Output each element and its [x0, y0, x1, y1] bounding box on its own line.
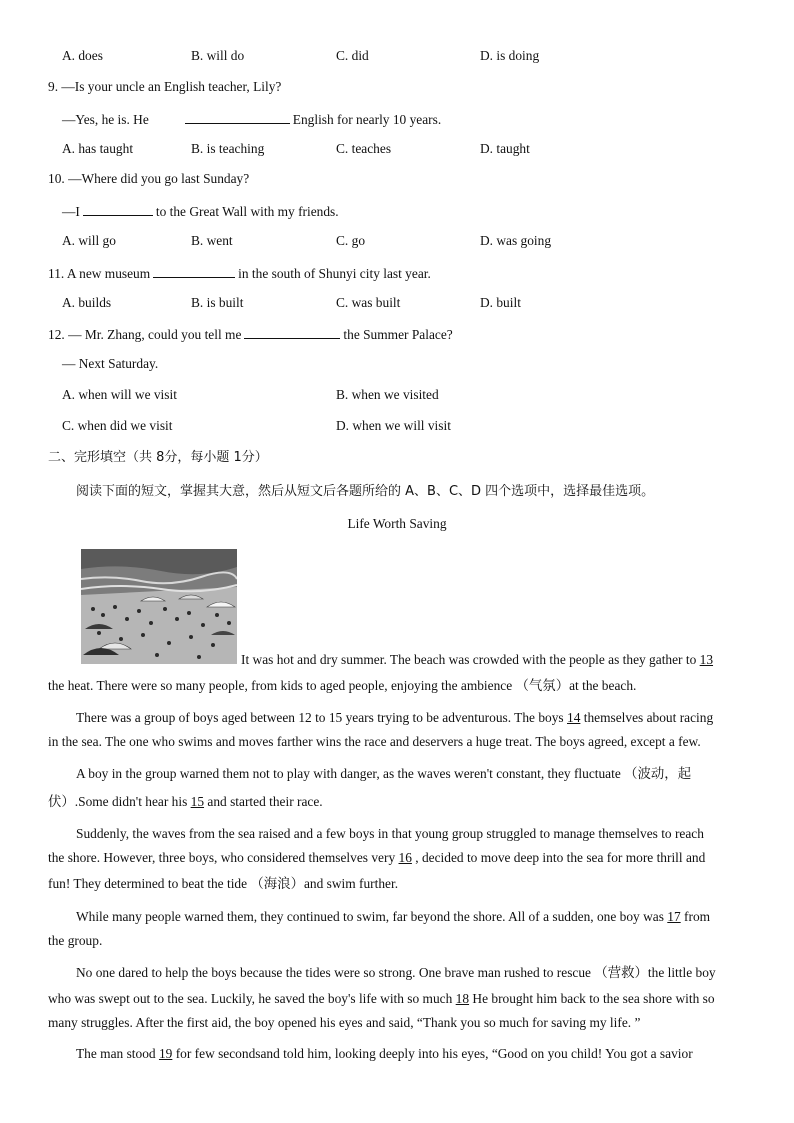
p1-line2: the heat. There were so many people, from kids to aged people, enjoying the ambience （气氛）at the beach. — [48, 678, 637, 693]
p2-line1 — [76, 710, 713, 726]
q12-answer: — Next Saturday. — [62, 356, 159, 371]
q9-option-c: C. teaches — [336, 141, 392, 156]
p6-text-b: who was swept out to the sea. Luckily, he saved the boy's life with so much — [48, 991, 453, 1006]
p3-text-c: and started their race. — [207, 794, 323, 809]
p2-text-a: There was a group of boys aged between 12 to 15 years trying to be adventurous. The boys — [76, 710, 564, 725]
q10-option-c: C. go — [336, 233, 366, 248]
q12-stem-start: 12. — Mr. Zhang, could you tell me — [48, 327, 242, 342]
q11-stem — [48, 264, 431, 282]
q11-option-a: A. builds — [62, 295, 112, 310]
section-heading: 二、完形填空（共 8分，每小题 1分） — [48, 450, 268, 465]
q11-stem-end: in the south of Shunyi city last year. — [238, 266, 431, 281]
p6-line1: No one dared to help the boys because the tides were so strong. One brave man rushed to rescue （营救）the little boy — [76, 965, 716, 980]
p7-text-b: for few secondsand told him, looking deeply into his eyes, “Good on you child! You got a savior — [175, 1046, 693, 1061]
p7-line1 — [76, 1046, 693, 1062]
q9-answer-end: English for nearly 10 years. — [292, 112, 442, 127]
q8-option-c: C. did — [336, 48, 369, 63]
q12-option-a: A. when will we visit — [62, 387, 177, 402]
p2-text-b: themselves about racing — [583, 710, 714, 725]
beach-photo — [81, 549, 237, 664]
q10-option-d: D. was going — [480, 233, 552, 248]
q11-option-c: C. was built — [336, 295, 401, 310]
p3-line2 — [48, 794, 323, 810]
q10-blank — [83, 202, 153, 216]
q10-answer-end: to the Great Wall with my friends. — [155, 204, 339, 219]
q9-stem: 9. —Is your uncle an English teacher, Lily? — [48, 79, 282, 94]
p2-line2: in the sea. The one who swims and moves farther wins the race and deservers a huge treat. The boys agreed, except a few. — [48, 734, 701, 749]
q12-stem — [48, 325, 453, 343]
p4-text-c: , decided to move deep into the sea for more thrill and — [415, 850, 706, 865]
p4-line3: fun! They determined to beat the tide （海浪）and swim further. — [48, 876, 399, 891]
blank-13: 13 — [699, 652, 714, 667]
q9-answer-start: —Yes, he is. He — [62, 112, 149, 127]
q8-option-d: D. is doing — [480, 48, 540, 63]
q9-answer-line — [62, 110, 441, 128]
q9-blank — [185, 110, 290, 124]
blank-14: 14 — [567, 710, 581, 725]
p4-text-b: the shore. However, three boys, who considered themselves very — [48, 850, 396, 865]
p6-text-c: He brought him back to the sea shore with so — [472, 991, 715, 1006]
q11-option-b: B. is built — [191, 295, 244, 310]
q8-option-b: B. will do — [191, 48, 245, 63]
q10-option-b: B. went — [191, 233, 233, 248]
p1-text-a: It was hot and dry summer. The beach was crowded with the people as they gather to — [241, 652, 697, 667]
p7-text-a: The man stood — [76, 1046, 156, 1061]
p6-line3: many struggles. After the first aid, the boy opened his eyes and said, “Thank you so much for saving my life. ” — [48, 1015, 641, 1030]
p3-text-b: 伏）.Some didn't hear his — [48, 794, 188, 809]
q8-option-a: A. does — [62, 48, 103, 63]
q9-option-a: A. has taught — [62, 141, 134, 156]
q12-option-b: B. when we visited — [336, 387, 439, 402]
p5-text-a: While many people warned them, they continued to swim, far beyond the shore. All of a sudden, one boy was — [76, 909, 664, 924]
p5-line1 — [76, 909, 710, 925]
passage-title: Life Worth Saving — [347, 516, 447, 531]
p4-line2 — [48, 850, 705, 866]
p5-text-b: from — [684, 909, 711, 924]
blank-18: 18 — [455, 991, 470, 1006]
q12-blank — [244, 325, 340, 339]
q10-stem: 10. —Where did you go last Sunday? — [48, 171, 250, 186]
p4-line1: Suddenly, the waves from the sea raised and a few boys in that young group struggled to manage themselves to reach — [76, 826, 704, 841]
p5-line2: the group. — [48, 933, 103, 948]
q11-blank — [153, 264, 235, 278]
q11-stem-start: 11. A new museum — [48, 266, 151, 281]
blank-16: 16 — [398, 850, 412, 865]
q10-answer-line — [62, 202, 339, 220]
q12-option-c: C. when did we visit — [62, 418, 173, 433]
blank-19: 19 — [158, 1046, 173, 1061]
q9-option-d: D. taught — [480, 141, 530, 156]
q12-option-d: D. when we will visit — [336, 418, 451, 433]
p3-line1: A boy in the group warned them not to play with danger, as the waves weren't constant, they fluctuate （波动，起 — [76, 766, 692, 781]
section-instruction: 阅读下面的短文，掌握其大意，然后从短文后各题所给的 A、B、C、D 四个选项中，选择最佳选项。 — [76, 484, 655, 499]
q9-option-b: B. is teaching — [191, 141, 265, 156]
q11-option-d: D. built — [480, 295, 521, 310]
p1-line1 — [241, 652, 713, 668]
q12-stem-end: the Summer Palace? — [343, 327, 453, 342]
blank-15: 15 — [190, 794, 205, 809]
blank-17: 17 — [667, 909, 681, 924]
q10-answer-start: —I — [62, 204, 80, 219]
p6-line2 — [48, 991, 715, 1007]
q10-option-a: A. will go — [62, 233, 116, 248]
